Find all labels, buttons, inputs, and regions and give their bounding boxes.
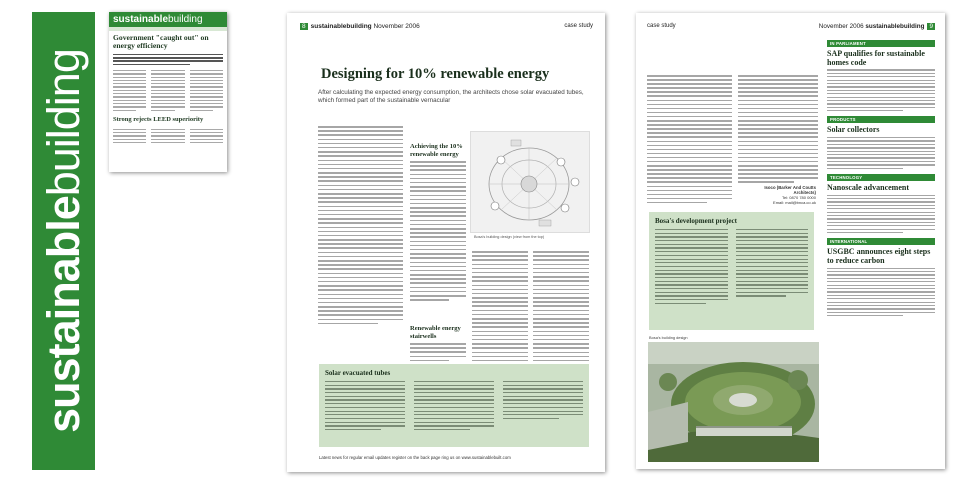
cover-standfirst [109, 54, 227, 65]
article-column-2b [410, 325, 466, 364]
case-study-page-right [636, 13, 945, 469]
building-photo [648, 342, 819, 462]
brand-word-bold: sustainable [37, 196, 89, 433]
brand-word-light: building [37, 49, 89, 197]
cover-headline: Government "caught out" on energy efficiency [113, 33, 209, 51]
article-column-4 [533, 251, 589, 368]
sidebar-headline-usgbc: USGBC announces eight steps to reduce carbon [827, 247, 931, 265]
cover-second-headline: Strong rejects LEED superiority [113, 115, 204, 123]
page-header [647, 23, 935, 32]
cover-text-columns [109, 67, 227, 113]
subhead-achieving: Achieving the 10% renewable energy [410, 143, 463, 158]
article-column-2 [410, 143, 466, 303]
cover-masthead-light: building [168, 14, 203, 25]
cover-masthead [109, 12, 227, 27]
news-sidebar [827, 40, 935, 462]
dev-box-title: Bosa's development project [655, 217, 737, 225]
header-brand: sustainablebuilding [865, 23, 925, 30]
diagram-caption: Bosa's building design (view from the top) [474, 235, 545, 239]
article-column-5 [647, 75, 732, 206]
cover-band [109, 27, 227, 31]
header-section: case study [647, 23, 676, 29]
article-headline: Designing for 10% renewable energy [321, 66, 550, 82]
cover-masthead-bold: sustainable [113, 14, 169, 25]
solar-tubes-box [319, 364, 589, 447]
header-date: November 2006 [373, 23, 420, 30]
sidebar-headline-sap: SAP qualifies for sustainable homes code [827, 49, 925, 67]
green-roof-building-image [648, 342, 819, 462]
header-date: November 2006 [818, 23, 864, 30]
case-study-page-left [287, 13, 605, 472]
article-column-3 [472, 251, 528, 368]
cover-text-columns-2 [109, 126, 227, 145]
building-plan-drawing [471, 132, 591, 234]
section-bar-technology: TECHNOLOGY [827, 174, 935, 181]
building-design-diagram [470, 131, 590, 233]
page-number: 8 [302, 23, 306, 30]
article-standfirst: After calculating the expected energy consumption, the architects chose solar evacuated tubes, which formed part of the sustainable vernacular [318, 89, 584, 105]
header-section: case study [564, 23, 593, 29]
header-brand: sustainablebuilding [310, 23, 372, 30]
brand-strip [32, 12, 95, 470]
sidebar-headline-solar: Solar collectors [827, 125, 880, 135]
section-bar-international: INTERNATIONAL [827, 238, 935, 245]
section-bar-products: PRODUCTS [827, 116, 935, 123]
sidebar-headline-nanoscale: Nanoscale advancement [827, 182, 909, 192]
credit-email: Email: mail@bnca.co.uk [773, 200, 816, 205]
credit-name: Isoco (Barker And Coutts Architects) [764, 185, 816, 195]
box-title: Solar evacuated tubes [325, 369, 391, 377]
article-column-6 [738, 75, 818, 186]
section-bar-parliament: IN PARLIAMENT [827, 40, 935, 47]
page-footer: Latest news for regular email updates register on the back page ring us on www.sustainablebuilt.com [319, 455, 511, 460]
page-number: 9 [929, 23, 933, 30]
magazine-cover-thumbnail [109, 12, 227, 172]
credit-tel: Tel: 0870 780 0000 [781, 195, 816, 200]
photo-caption: Bosa's building design [649, 335, 688, 340]
development-project-box [649, 212, 814, 330]
subhead-stairwells: Renewable energy stairwells [410, 325, 461, 340]
brand-logo-text [38, 49, 90, 433]
article-credit [756, 185, 816, 205]
article-column-1 [318, 126, 403, 327]
page-header [300, 23, 593, 32]
